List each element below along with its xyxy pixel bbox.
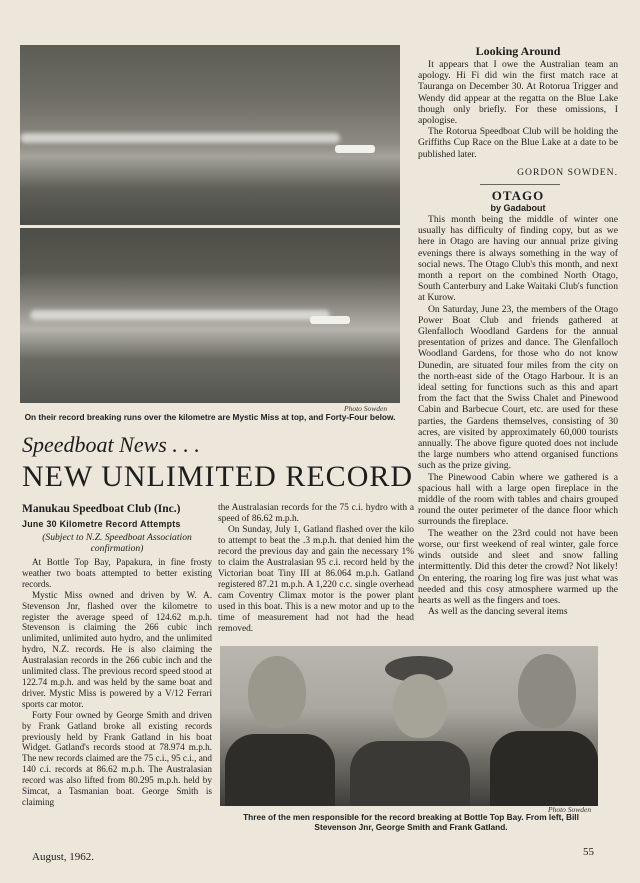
paragraph: This month being the middle of winter one usually has difficulty of finding copy, but as we here in Otago are having our annual prize giving evenings there is always something in the way of social news. The Otago Club's this month, and next month a report on the combined North Otago, South Canterbury and Lake Waitaki Club's function at Kurow. bbox=[418, 214, 618, 304]
page-number: 55 bbox=[583, 846, 594, 858]
paragraph: The weather on the 23rd could not have been worse, our first weekend of real winter, gale force winds outside and sleet and snow falling intermittently. Did this deter the crowd? Not likely! On entering, the roaring log fire was just what was needed and this cosy atmosphere warmed up the hearts as well as the fingers and toes. bbox=[418, 527, 618, 606]
confirmation-note: (Subject to N.Z. Speedboat Association confirmation) bbox=[42, 532, 192, 554]
byline: by Gadabout bbox=[490, 203, 546, 213]
paragraph: The Pinewood Cabin where we gathered is a spacious hall with a large open fireplace in the middle of the room with tables and chairs grouped round the outer perimeter of the dance floor which surrounds the fireplace. bbox=[418, 471, 618, 528]
otago-text bbox=[418, 214, 618, 617]
divider bbox=[480, 184, 560, 185]
person-face bbox=[248, 656, 306, 728]
paragraph: At Bottle Top Bay, Papakura, in fine frosty weather two boats attempted to better existing records. bbox=[22, 557, 212, 589]
photo-forty-four bbox=[20, 228, 400, 403]
heading-looking-around: Looking Around bbox=[475, 44, 561, 58]
news-column-2 bbox=[218, 503, 414, 635]
author-signature: GORDON SOWDEN. bbox=[517, 167, 618, 178]
paragraph: As well as the dancing several items bbox=[428, 606, 568, 618]
person-figure bbox=[225, 734, 335, 806]
person-figure bbox=[350, 741, 470, 806]
boat-wake bbox=[20, 133, 340, 143]
paragraph: the Australasian records for the 75 c.i. hydro with a speed of 86.62 m.p.h. bbox=[218, 503, 414, 524]
subheading: June 30 Kilometre Record Attempts bbox=[22, 519, 181, 529]
paragraph: On Saturday, June 23, the members of the Otago Power Boat Club and friends gathered at Glenfalloch Woodland Gardens for the annual presentation of prizes and dance. The Glenfalloch Woodland Gardens, for those who do not know Dunedin, are situated four miles from the city on the north-east side of the Otago Harbour. It is an ideal setting for functions such as this and apart from the fact that the Swiss Chalet and Pinewood Cabin and Barbecue Court, etc. are used for these parties, the Gardens themselves, consisting of 30 acres, are visited by approximately 60,000 tourists annually. The above figure quoted does not include the large numbers who attend organised functions such as the prize giving. bbox=[418, 303, 618, 472]
club-heading: Manukau Speedboat Club (Inc.) bbox=[22, 503, 181, 515]
photo-three-men bbox=[220, 646, 598, 806]
photo-caption-bottom: Three of the men responsible for the record breaking at Bottle Top Bay. From left, Bill Stevenson Jnr, George Smith and Frank Gatland. bbox=[243, 812, 579, 832]
paragraph: It appears that I owe the Australian team an apology. Hi Fi did win the first match race at Tauranga on December 30. At Rotorua Trigger and Wendy did appear at the regatta on the Blue Lake though only briefly. For these omissions, I apologise. bbox=[418, 59, 618, 127]
section-kicker: Speedboat News . . . bbox=[22, 432, 200, 457]
person-figure bbox=[490, 731, 598, 806]
looking-around-text bbox=[418, 59, 618, 160]
headline: NEW UNLIMITED RECORD bbox=[21, 460, 414, 493]
heading-otago: OTAGO bbox=[491, 188, 545, 203]
issue-date: August, 1962. bbox=[32, 851, 95, 863]
news-column-1 bbox=[22, 557, 212, 808]
photo-credit: Photo Sowden bbox=[548, 805, 592, 814]
photo-mystic-miss bbox=[20, 45, 400, 225]
person-face bbox=[393, 674, 447, 738]
speedboat bbox=[310, 316, 350, 324]
paragraph: On Sunday, July 1, Gatland flashed over the kilo to attempt to beat the .3 m.p.h. that denied him the record the previous day and gain the necessary 1% to claim the Australasian 95 c.i. record held by the Victorian boat Tiny III at 86.064 m.p.h. Gatland registered 87.21 m.p.h. A 1,220 c.c. single overhead cam Coventry Climax motor is the power plant used in this boat. This is a new motor and up to the time of measurement had not had the head removed. bbox=[218, 525, 414, 634]
photo-credit: Photo Sowden bbox=[344, 404, 388, 413]
paragraph: Forty Four owned by George Smith and driven by Frank Gatland broke all existing records previously held by Frank Gatland in his boat Widget. Gatland's records stood at 78.974 m.p.h. The new records claimed are the 75 c.i., 95 c.i., and 140 c.i. records at 86.62 m.p.h. The Australasian record was also lifted from 80.295 m.p.h. held by Simcat, a Tasmanian boat. George Smith is claiming bbox=[22, 709, 212, 807]
speedboat bbox=[335, 145, 375, 153]
photo-caption-top: On their record breaking runs over the kilometre are Mystic Miss at top, and Forty-Four below. bbox=[24, 412, 396, 422]
boat-wake bbox=[30, 310, 330, 320]
paragraph: The Rotorua Speedboat Club will be holding the Griffiths Cup Race on the Blue Lake at a date to be published later. bbox=[418, 126, 618, 160]
person-face bbox=[518, 654, 576, 728]
paragraph: Mystic Miss owned and driven by W. A. Stevenson Jnr, flashed over the kilometre to register the average speed of 124.62 m.p.h. Stevenson is claiming the 266 cubic inch unlimited, unlimited auto hydro, and the unlimited hydro, N.Z. records. He is also claiming the Australasian records in the 266 cubic inch and the unlimited class. The previous record speed stood at 122.74 m.p.h. and was held by the same boat and driver. Mystic Miss is powered by a V/12 Ferrari sports car motor. bbox=[22, 589, 212, 709]
